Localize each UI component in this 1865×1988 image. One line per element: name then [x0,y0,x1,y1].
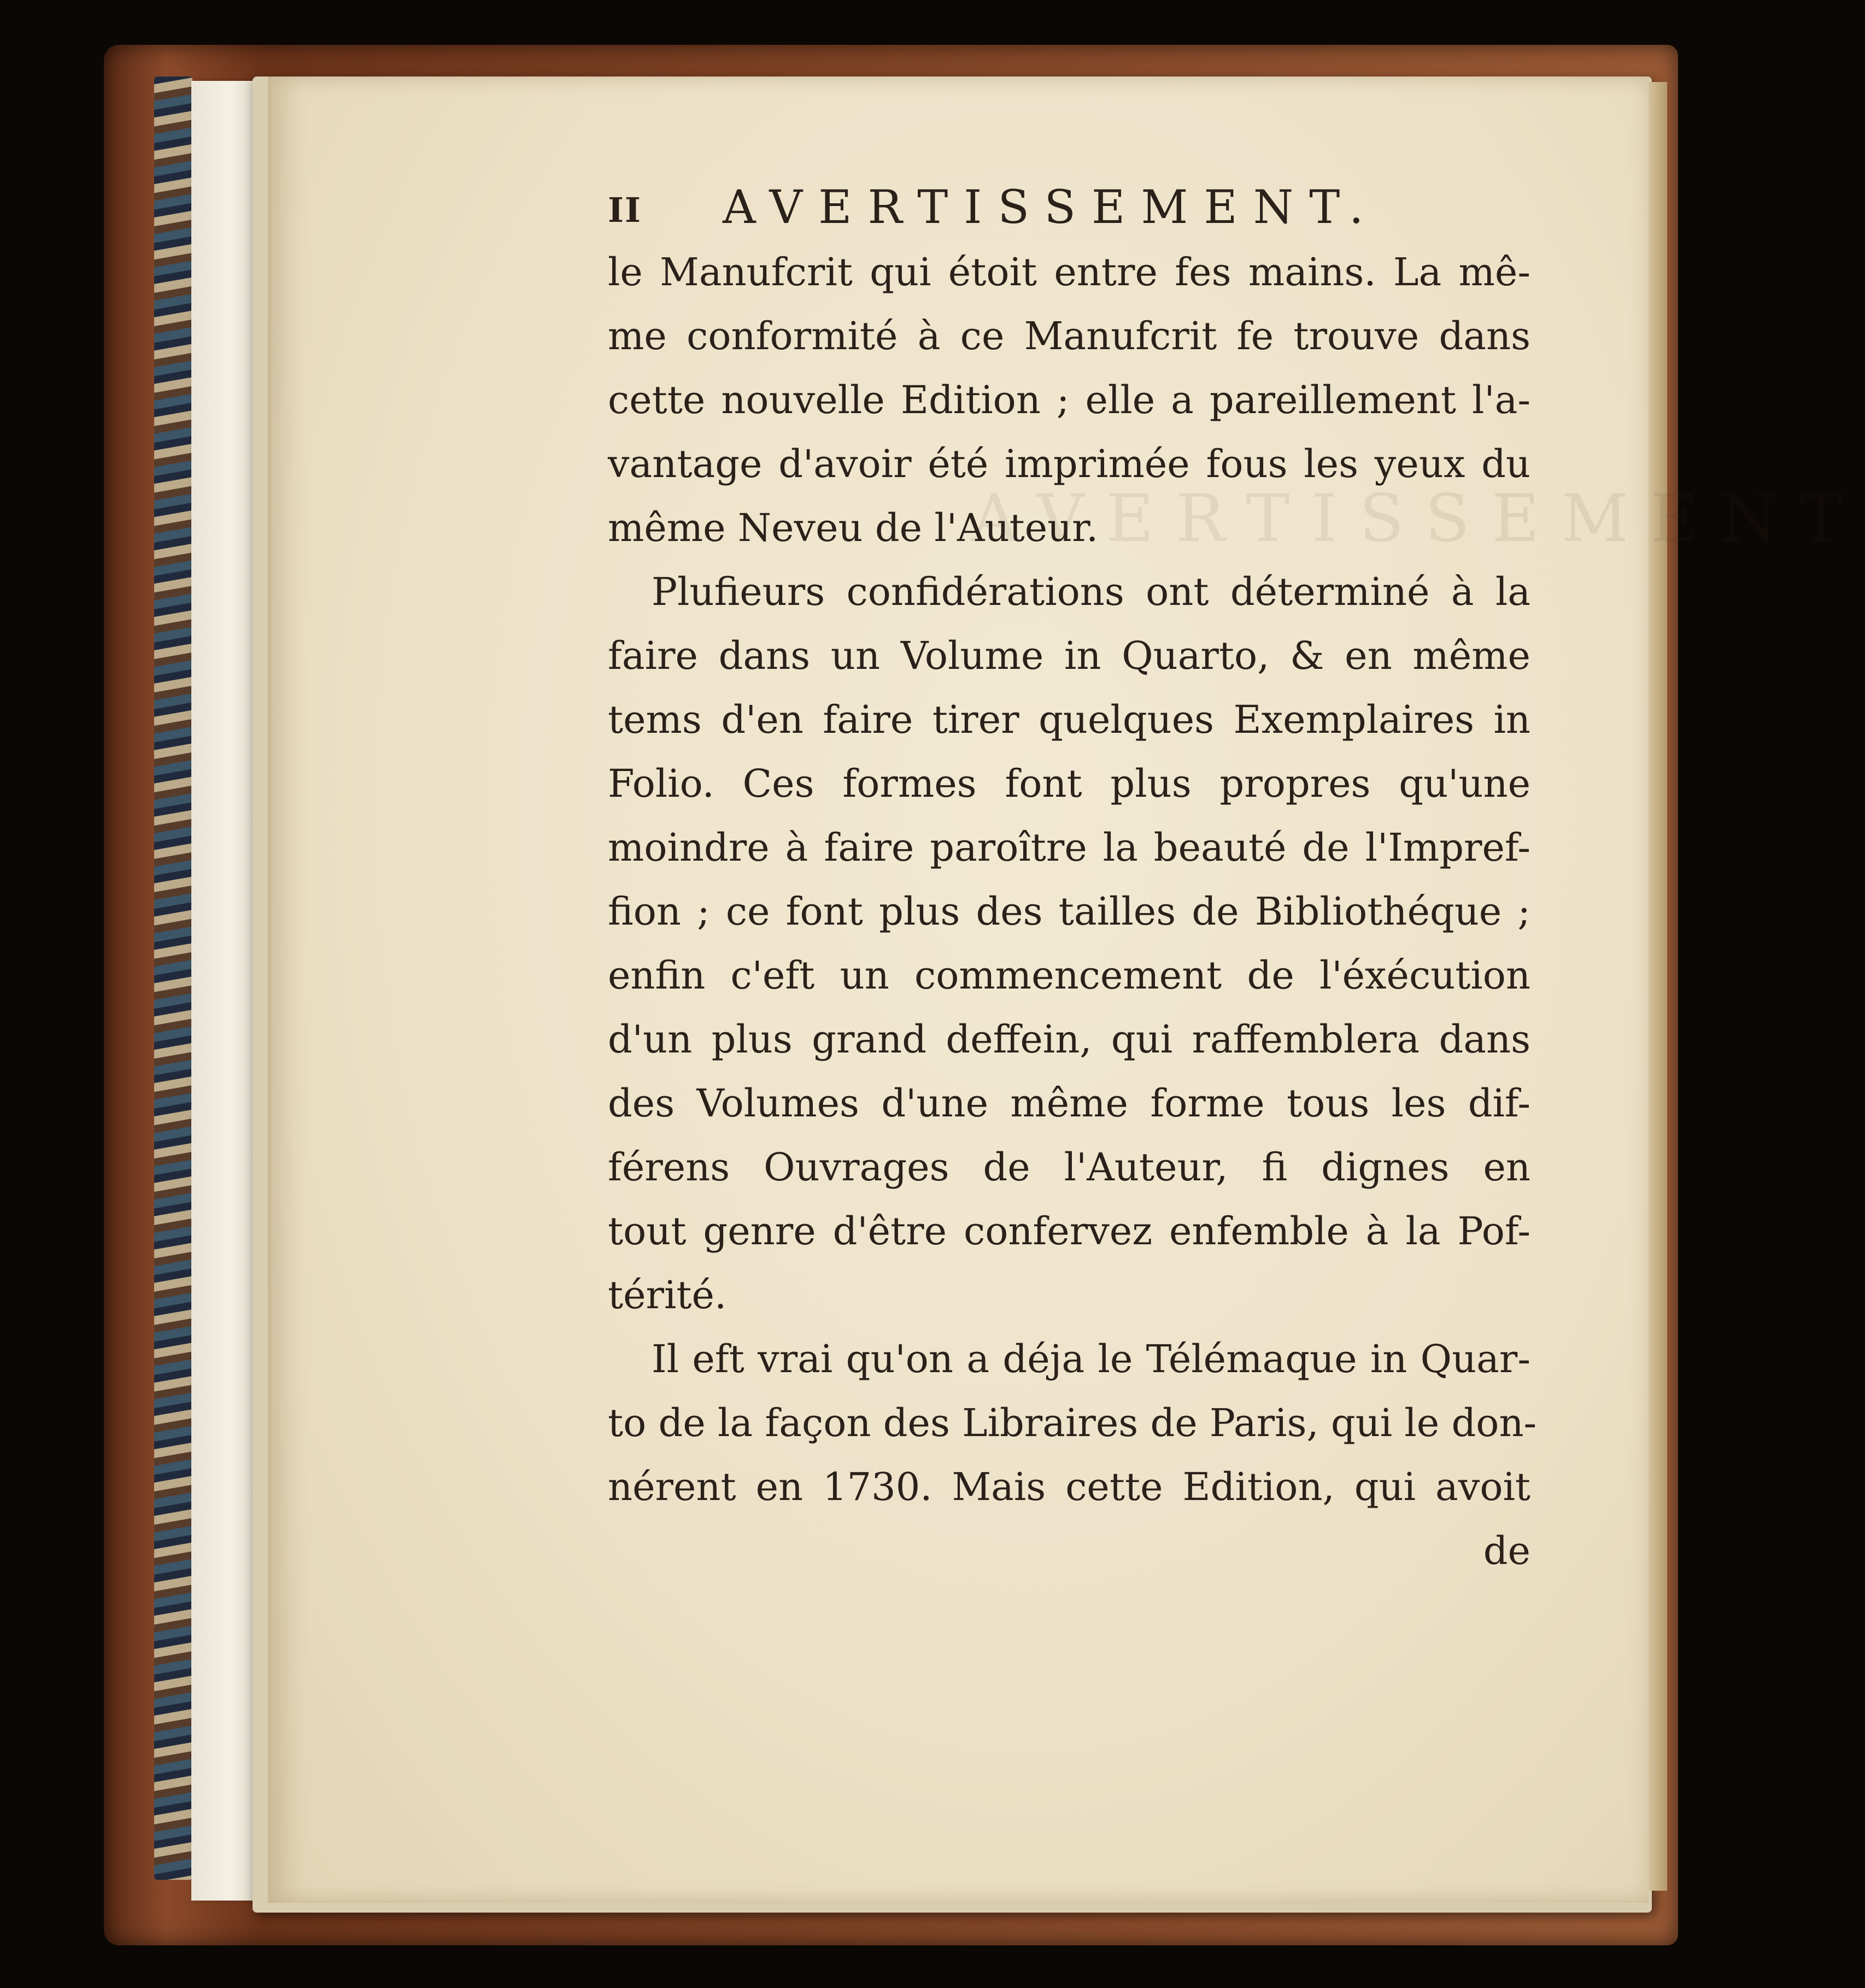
text-line: faire dans un Volume in Quarto, & en même [608,633,1530,678]
page-fore-edge [1645,82,1667,1891]
paragraph-2 [608,560,1530,1327]
text-line: férens Ouvrages de l'Auteur, fi dignes en [608,1145,1530,1190]
text-line: to de la façon des Libraires de Paris, qui le don- [608,1401,1537,1445]
running-head [608,180,1530,240]
text-line: d'un plus grand deffein, qui raffemblera dans [608,1017,1530,1062]
text-line: tems d'en faire tirer quelques Exemplaires in [608,697,1530,742]
text-line: fion ; ce font plus des tailles de Bibliothéque ; [608,889,1530,934]
text-line: le Manufcrit qui étoit entre fes mains. La mê- [608,250,1530,295]
text-line: cette nouvelle Edition ; elle a pareillement l'a- [608,378,1530,422]
text-line: moindre à faire paroître la beauté de l'Impref- [608,825,1530,870]
text-line: Folio. Ces formes font plus propres qu'une [608,761,1530,806]
text-line: Plufieurs confidérations ont déterminé à la [652,569,1530,614]
page-text [608,180,1537,1583]
text-line: même Neveu de l'Auteur. [608,505,1099,550]
flyleaf [191,81,257,1901]
text-line: des Volumes d'une même forme tous les dif- [608,1081,1530,1126]
show-through-text: AVERTISSEMENT [971,481,1865,557]
header-title: AVERTISSEMENT. [723,180,1380,234]
text-line: Il eft vrai qu'on a déja le Télémaque in Quar- [652,1337,1530,1381]
text-line: me conformité à ce Manufcrit fe trouve dans [608,314,1530,358]
page-number: II [608,190,642,230]
marbled-endpaper [154,77,192,1880]
text-line: tout genre d'être confervez enfemble à la Pof- [608,1209,1530,1254]
text-line: térité. [608,1273,727,1318]
paragraph-3 [608,1327,1537,1519]
catchword: de [1483,1528,1530,1573]
text-line: nérent en 1730. Mais cette Edition, qui avoit [608,1464,1530,1509]
paragraph-1 [608,240,1530,560]
text-line: vantage d'avoir été imprimée fous les yeux du [608,442,1530,486]
text-line: enfin c'eft un commencement de l'éxécution [608,953,1530,998]
